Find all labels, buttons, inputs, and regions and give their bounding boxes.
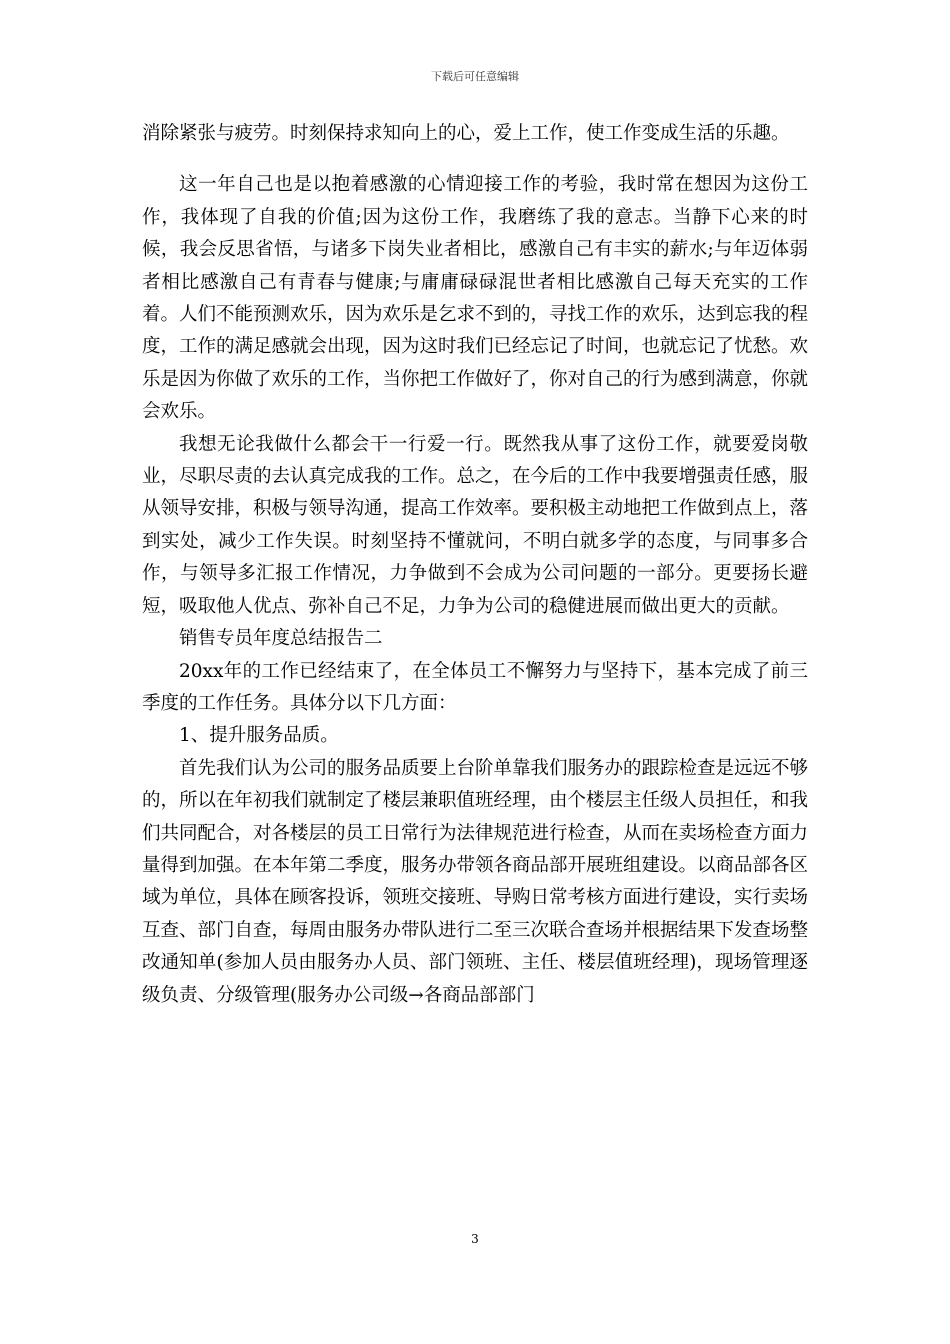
document-body [142, 118, 808, 1012]
paragraph-continuation: 消除紧张与疲劳。时刻保持求知向上的心，爱上工作，使工作变成生活的乐趣。 [142, 123, 790, 144]
paragraph-intro: 20xx年的工作已经结束了，在全体员工不懈努力与坚持下，基本完成了前三季度的工作任务。具体分以下几方面： [142, 660, 808, 714]
paragraph-service-quality: 首先我们认为公司的服务品质要上台阶单靠我们服务办的跟踪检查是远远不够的，所以在年初我们就制定了楼层兼职值班经理，由个楼层主任级人员担任，和我们共同配合，对各楼层的员工日常行为法律规范进行检查，从而在卖场检查方面力量得到加强。在本年第二季度，服务办带领各商品部开展班组建设。以商品部各区域为单位，具体在顾客投诉，领班交接班、导购日常考核方面进行建设，实行卖场互查、部门自查，每周由服务办带队进行二至三次联合查场并根据结果下发查场整改通知单(参加人员由服务办人员、部门领班、主任、楼层值班经理)，现场管理逐级负责、分级管理(服务办公司级→各商品部部门 [142, 757, 809, 1006]
paragraph-commitment: 我想无论我做什么都会干一行爱一行。既然我从事了这份工作，就要爱岗敬业，尽职尽责的去认真完成我的工作。总之，在今后的工作中我要增强责任感，服从领导安排，积极与领导沟通，提高工作效率。要积极主动地把工作做到点上，落到实处，减少工作失误。时刻坚持不懂就问，不明白就多学的态度，与同事多合作，与领导多汇报工作情况，力争做到不会成为公司问题的一部分。更要扬长避短，吸取他人优点、弥补自己不足，力争为公司的稳健进展而做出更大的贡献。 [142, 433, 809, 617]
page-header: 下载后可任意编辑 [431, 70, 519, 83]
section-heading: 销售专员年度总结报告二 [179, 628, 383, 650]
page-number: 3 [471, 1232, 479, 1246]
list-item-heading: 1、提升服务品质。 [179, 725, 339, 747]
paragraph-gratitude: 这一年自己也是以抱着感激的心情迎接工作的考验，我时常在想因为这份工作，我体现了自我的价值;因为这份工作，我磨练了我的意志。当静下心来的时候，我会反思省悟，与诸多下岗失业者相比，感激自己有丰实的薪水;与年迈体弱者相比感激自己有青春与健康;与庸庸碌碌混世者相比感激自己每天充实的工作着。人们不能预测欢乐，因为欢乐是乞求不到的，寻找工作的欢乐，达到忘我的程度，工作的满足感就会出现，因为这时我们已经忘记了时间，也就忘记了忧愁。欢乐是因为你做了欢乐的工作，当你把工作做好了，你对自己的行为感到满意，你就会欢乐。 [142, 174, 809, 423]
